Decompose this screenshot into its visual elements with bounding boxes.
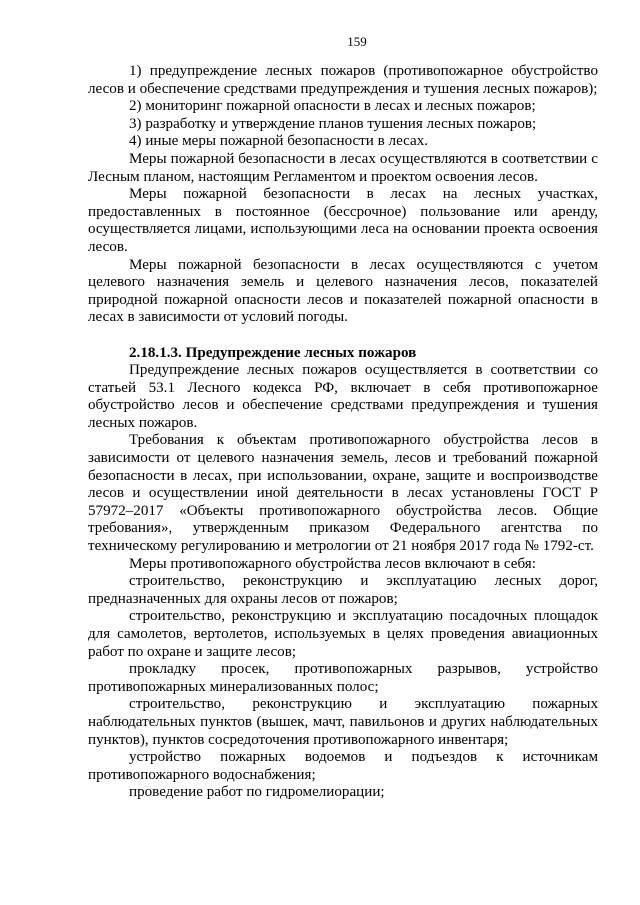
paragraph: Меры пожарной безопасности в лесах осуществляются в соответствии с Лесным планом, настоящим Регламентом и проектом освоения лесов. (88, 150, 598, 185)
list-item-monitoring: 2) мониторинг пожарной опасности в лесах и лесных пожаров; (129, 98, 536, 115)
paragraph: Предупреждение лесных пожаров осуществляется в соответствии со статьей 53.1 Лесного кодекса РФ, включает в себя противопожарное обустройство лесов и обеспечение средствами предупреждения и тушения лесных пожаров. (88, 362, 598, 431)
list-item: строительство, реконструкцию и эксплуатацию лесных дорог, предназначенных для охраны лесов от пожаров; (88, 573, 598, 607)
page-number: 159 (347, 34, 367, 49)
list-item-other-measures: 4) иные меры пожарной безопасности в лесах. (129, 133, 429, 150)
list-item: устройство пожарных водоемов и подъездов к источникам противопожарного водоснабжения; (88, 749, 598, 783)
list-item: проведение работ по гидромелиорации; (129, 784, 385, 801)
paragraph: Требования к объектам противопожарного обустройства лесов в зависимости от целевого назначения земель, лесов и требований пожарной безопасности в лесах, при использовании, охране, защите и воспроизводстве лесов и осуществлении иной деятельности в лесах установлены ГОСТ Р 57972–2017 «Объекты противопожарного обустройства лесов. Общие требования», утвержденным приказом Федерального агентства по техническому регулированию и метрологии от 21 ноября 2017 года № 1792-ст. (88, 432, 598, 555)
list-item: строительство, реконструкцию и эксплуатацию посадочных площадок для самолетов, вертолетов, используемых в целях проведения авиационных работ по охране и защите лесов; (88, 608, 598, 660)
list-item: прокладку просек, противопожарных разрывов, устройство противопожарных минерализованных полос; (88, 661, 598, 695)
list-item: строительство, реконструкцию и эксплуатацию пожарных наблюдательных пунктов (вышек, мачт, павильонов и других наблюдательных пунктов), пунктов сосредоточения противопожарного инвентаря; (88, 696, 598, 748)
paragraph: Меры пожарной безопасности в лесах на лесных участках, предоставленных в постоянное (бессрочное) пользование или аренду, осуществляется лицами, использующими леса на основании проекта освоения лесов. (88, 186, 598, 255)
list-item-plans: 3) разработку и утверждение планов тушения лесных пожаров; (129, 115, 537, 132)
paragraph: Меры противопожарного обустройства лесов включают в себя: (129, 555, 536, 572)
paragraph: Меры пожарной безопасности в лесах осуществляются с учетом целевого назначения земель и целевого назначения лесов, показателей природной пожарной опасности лесов и показателей пожарной опасности в лесах в зависимости от условий погоды. (88, 256, 598, 326)
section-heading: 2.18.1.3. Предупреждение лесных пожаров (129, 344, 417, 361)
list-item-prevention: 1) предупреждение лесных пожаров (противопожарное обустройство лесов и обеспечение средствами предупреждения и тушения лесных пожаров); (88, 63, 598, 97)
body-text (88, 63, 598, 802)
